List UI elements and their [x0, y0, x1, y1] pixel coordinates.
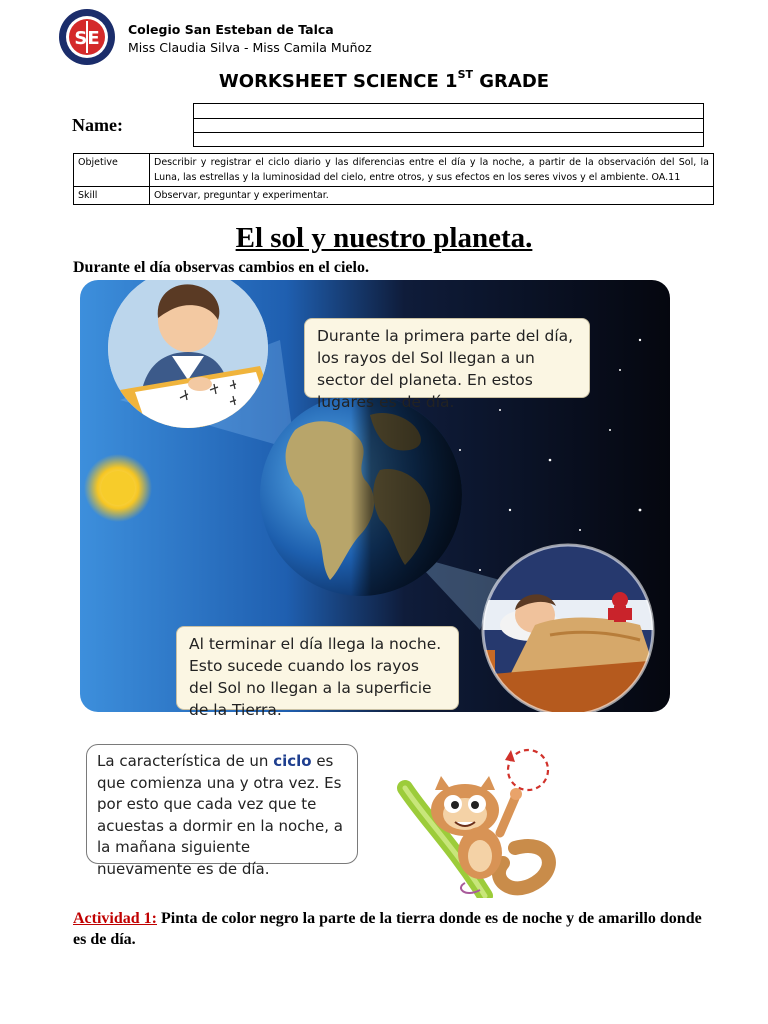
sun: [101, 471, 135, 505]
objective-value: Describir y registrar el ciclo diario y las diferencias entre el día y la noche, a partir de la observación del Sol, la Luna, las estrellas y la luminosidad del cielo, entre otros, y sus efectos en los seres vivos y el ambiente. OA.11: [150, 154, 714, 187]
name-line: [194, 118, 703, 119]
name-label: Name:: [72, 115, 123, 135]
worksheet-title-sup: ST: [457, 68, 474, 81]
day-explanation-bubble: Durante la primera parte del día, los rayos del Sol llegan a un sector del planeta. En estos lugares es de día.: [304, 318, 590, 398]
school-name: Colegio San Esteban de Talca: [128, 22, 334, 37]
skill-value: Observar, preguntar y experimentar.: [150, 187, 714, 205]
name-field[interactable]: [193, 103, 704, 147]
objectives-table: [73, 153, 714, 205]
activity-1: [73, 908, 713, 950]
skill-key: Skill: [74, 187, 150, 205]
cycle-arrow-icon: [505, 750, 548, 790]
squirrel-illustration: [385, 738, 585, 898]
table-row: [74, 187, 714, 205]
cycle-keyword: ciclo: [273, 752, 312, 770]
table-row: [74, 154, 714, 187]
name-line: [194, 132, 703, 133]
cycle-callout: [86, 744, 358, 878]
earth: [260, 394, 462, 596]
worksheet-title-main: WORKSHEET SCIENCE 1: [218, 71, 458, 92]
cycle-text-after: es que comienza una y otra vez. Es por esto que cada vez que te acuestas a dormir en la noche, a la mañana siguiente nuevamente es de día.: [97, 752, 343, 878]
objective-key: Objetive: [74, 154, 150, 187]
cycle-text-before: La característica de un: [97, 752, 274, 770]
logo-text: SE: [74, 28, 100, 49]
night-explanation-bubble: Al terminar el día llega la noche. Esto sucede cuando los rayos del Sol no llegan a la superficie de la Tierra.: [176, 626, 459, 710]
activity-label: Actividad 1:: [73, 910, 157, 927]
worksheet-title-end: GRADE: [473, 71, 550, 92]
teachers-line: Miss Claudia Silva - Miss Camila Muñoz: [128, 40, 372, 55]
lesson-intro: Durante el día observas cambios en el cielo.: [73, 259, 369, 276]
worksheet-title: [0, 70, 768, 92]
activity-text: Pinta de color negro la parte de la tierra donde es de noche y de amarillo donde es de día.: [73, 910, 702, 948]
school-logo: [58, 8, 116, 66]
school-info: [128, 21, 372, 57]
lesson-title: El sol y nuestro planeta.: [235, 222, 533, 254]
